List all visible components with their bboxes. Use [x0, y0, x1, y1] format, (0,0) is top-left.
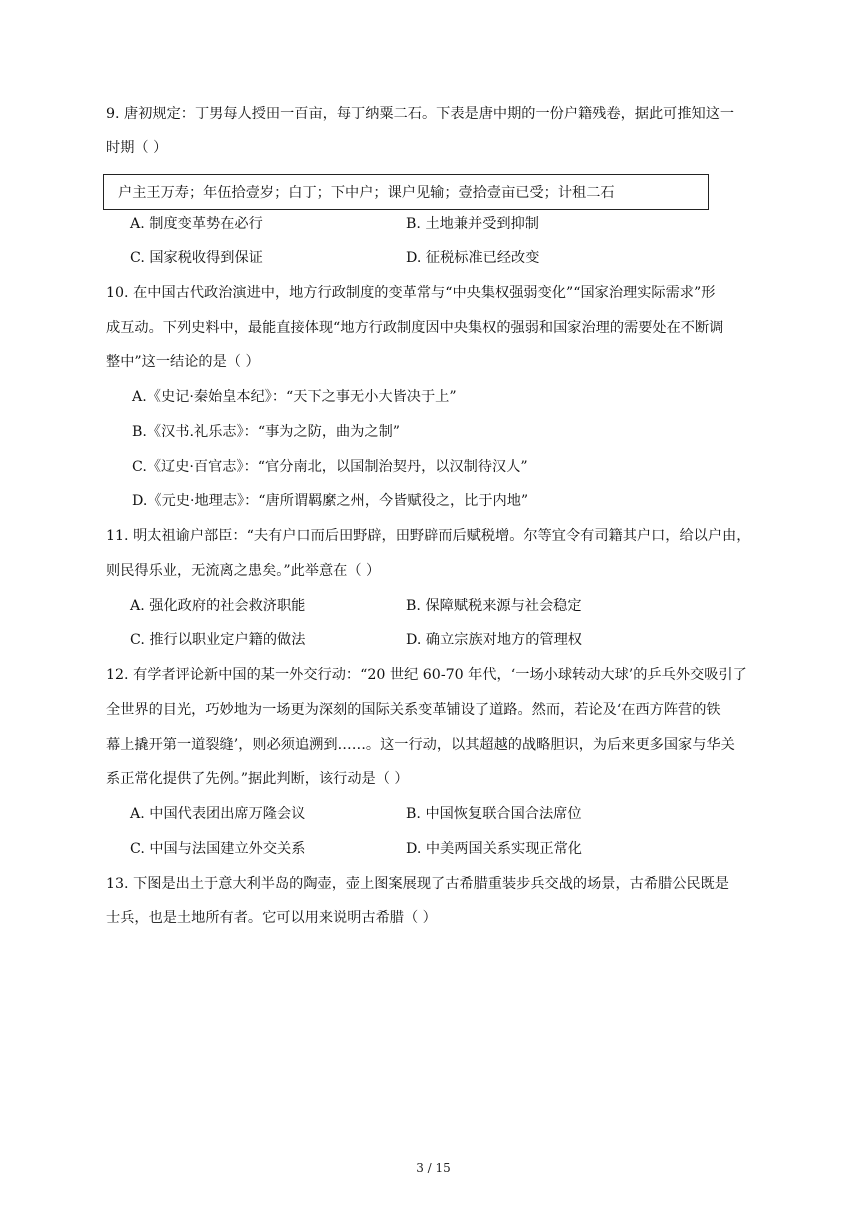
- q10-stem-line3: 整中”这一结论的是（ ）: [106, 354, 260, 370]
- q11-stem-line1: 11. 明太祖谕户部臣：“夫有户口而后田野辟，田野辟而后赋税增。尔等宜令有司籍其户口，给以户由，: [106, 528, 751, 544]
- q13-stem-line2: 士兵，也是土地所有者。它可以用来说明古希腊（ ）: [106, 910, 437, 926]
- q11-option-d: D. 确立宗族对地方的管理权: [406, 632, 582, 648]
- page-number: 3 / 15: [416, 1161, 451, 1175]
- q11-option-a: A. 强化政府的社会救济职能: [130, 598, 306, 614]
- q12-stem-line4: 系正常化提供了先例。”据此判断，该行动是（ ）: [106, 771, 409, 787]
- q10-stem-line1: 10. 在中国古代政治演进中，地方行政制度的变革常与“中央集权强弱变化”“国家治理实际需求”形: [106, 285, 716, 301]
- q10-option-b: B.《汉书.礼乐志》：“事为之防，曲为之制”: [132, 424, 401, 440]
- q10-option-d: D.《元史·地理志》：“唐所谓羁縻之州，今皆赋役之，比于内地”: [132, 493, 529, 509]
- q9-household-record-text: 户主王万寿；年伍拾壹岁；白丁；下中户；课户见输；壹拾壹亩已受；计租二石: [118, 185, 615, 201]
- q11-stem-line2: 则民得乐业，无流离之患矣。”此举意在（ ）: [106, 563, 381, 579]
- q11-option-c: C. 推行以职业定户籍的做法: [130, 632, 306, 648]
- q12-option-b: B. 中国恢复联合国合法席位: [406, 806, 582, 822]
- q10-option-a: A.《史记·秦始皇本纪》：“天下之事无小大皆决于上”: [132, 389, 457, 405]
- q9-stem-line1: 9. 唐初规定：丁男每人授田一百亩，每丁纳粟二石。下表是唐中期的一份户籍残卷，据此可推知这一: [106, 106, 735, 122]
- q9-option-b: B. 土地兼并受到抑制: [406, 216, 539, 232]
- q13-stem-line1: 13. 下图是出土于意大利半岛的陶壶，壶上图案展现了古希腊重装步兵交战的场景，古希腊公民既是: [106, 876, 729, 892]
- q9-option-a: A. 制度变革势在必行: [130, 216, 263, 232]
- q9-household-record-box: [103, 174, 709, 210]
- q10-stem-line2: 成互动。下列史料中，最能直接体现“地方行政制度因中央集权的强弱和国家治理的需要处在不断调: [106, 320, 724, 336]
- q12-option-d: D. 中美两国关系实现正常化: [406, 841, 582, 857]
- q12-stem-line1: 12. 有学者评论新中国的某一外交行动：“20 世纪 60-70 年代，‘一场小球转动大球’的乒乓外交吸引了: [106, 667, 747, 683]
- q12-option-a: A. 中国代表团出席万隆会议: [130, 806, 306, 822]
- q12-option-c: C. 中国与法国建立外交关系: [130, 841, 306, 857]
- q12-stem-line3: 幕上撬开第一道裂缝’，则必须追溯到……。这一行动，以其超越的战略胆识，为后来更多国家与华关: [106, 737, 735, 753]
- q12-stem-line2: 全世界的目光，巧妙地为一场更为深刻的国际关系变革铺设了道路。然而，若论及‘在西方阵营的铁: [106, 702, 721, 718]
- q9-option-d: D. 征税标准已经改变: [406, 250, 540, 266]
- q10-option-c: C.《辽史·百官志》：“官分南北，以国制治契丹，以汉制待汉人”: [132, 459, 528, 475]
- q9-option-c: C. 国家税收得到保证: [130, 250, 263, 266]
- q9-stem-line2: 时期（ ）: [106, 140, 168, 156]
- q11-option-b: B. 保障赋税来源与社会稳定: [406, 598, 582, 614]
